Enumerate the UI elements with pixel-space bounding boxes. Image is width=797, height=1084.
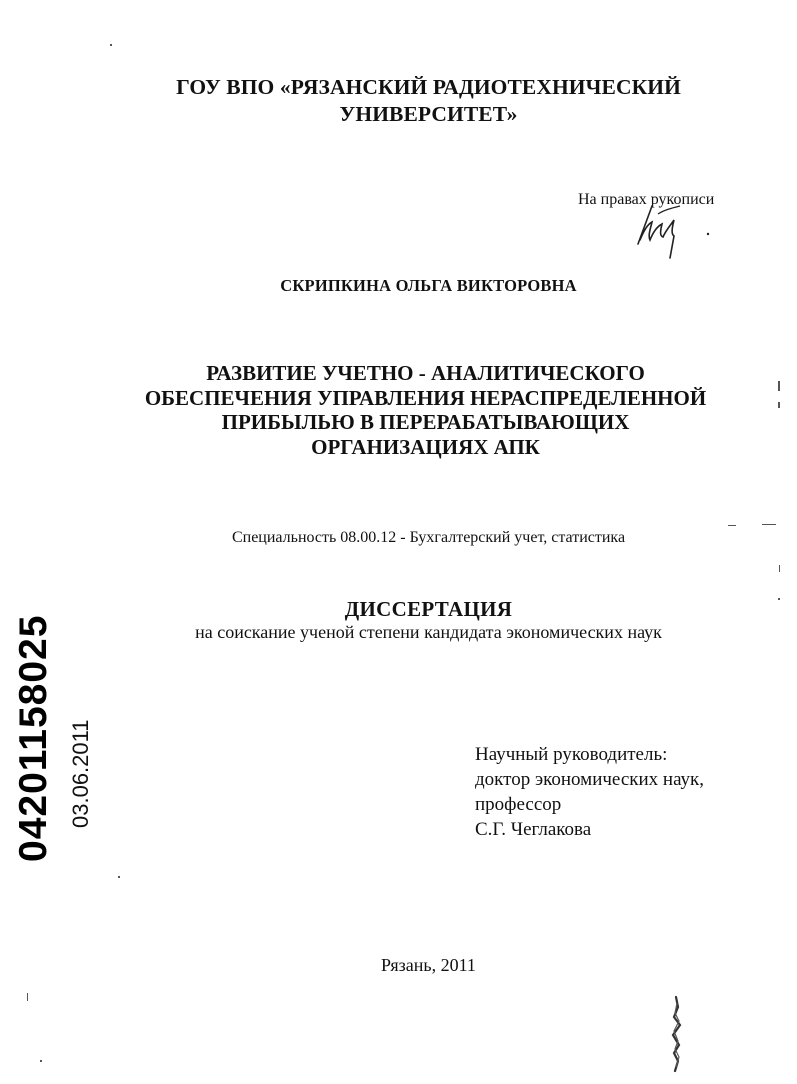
scan-mark-icon: [662, 995, 692, 1075]
title-line: РАЗВИТИЕ УЧЕТНО - АНАЛИТИЧЕСКОГО: [206, 361, 645, 385]
title-line: ОБЕСПЕЧЕНИЯ УПРАВЛЕНИЯ НЕРАСПРЕДЕЛЕННОЙ: [144, 385, 707, 410]
institution-name: [30, 74, 797, 128]
title-line: ПРИБЫЛЬЮ В ПЕРЕРАБАТЫВАЮЩИХ: [221, 410, 630, 434]
stamp-date: 03.06.2011: [68, 719, 93, 828]
scan-speck: [762, 524, 776, 525]
supervisor-line: Научный руководитель:: [475, 744, 668, 765]
scan-speck: [778, 598, 780, 600]
supervisor-block: [475, 742, 704, 842]
scan-speck: [728, 525, 736, 526]
dissertation-subtitle: на соискание ученой степени кандидата экономических наук: [195, 622, 662, 642]
stamp-number: 04201158025: [12, 614, 55, 862]
city-year: Рязань, 2011: [381, 955, 476, 975]
scan-speck: [118, 876, 120, 878]
signature-icon: [630, 200, 720, 260]
manuscript-note: На правах рукописи: [578, 191, 715, 208]
dissertation-heading: ДИССЕРТАЦИЯ: [344, 597, 513, 621]
supervisor-line: профессор: [475, 794, 562, 815]
institution-line-1: ГОУ ВПО «РЯЗАНСКИЙ РАДИОТЕХНИЧЕСКИЙ: [176, 75, 681, 99]
scan-speck: [778, 381, 780, 391]
scan-speck: [778, 402, 780, 408]
supervisor-line: С.Г. Чеглакова: [475, 819, 592, 840]
specialty: Специальность 08.00.12 - Бухгалтерский учет, статистика: [231, 529, 626, 546]
institution-line-2: УНИВЕРСИТЕТ»: [339, 102, 518, 126]
scan-speck: [27, 993, 28, 1001]
dissertation-title: [27, 361, 797, 459]
scan-speck: [40, 1060, 42, 1062]
scan-speck: [779, 565, 780, 572]
library-stamp: [10, 614, 100, 870]
title-line: ОРГАНИЗАЦИЯХ АПК: [311, 434, 540, 459]
supervisor-line: доктор экономических наук,: [475, 769, 705, 790]
scan-speck: [110, 44, 112, 46]
author-name: СКРИПКИНА ОЛЬГА ВИКТОРОВНА: [280, 276, 577, 295]
